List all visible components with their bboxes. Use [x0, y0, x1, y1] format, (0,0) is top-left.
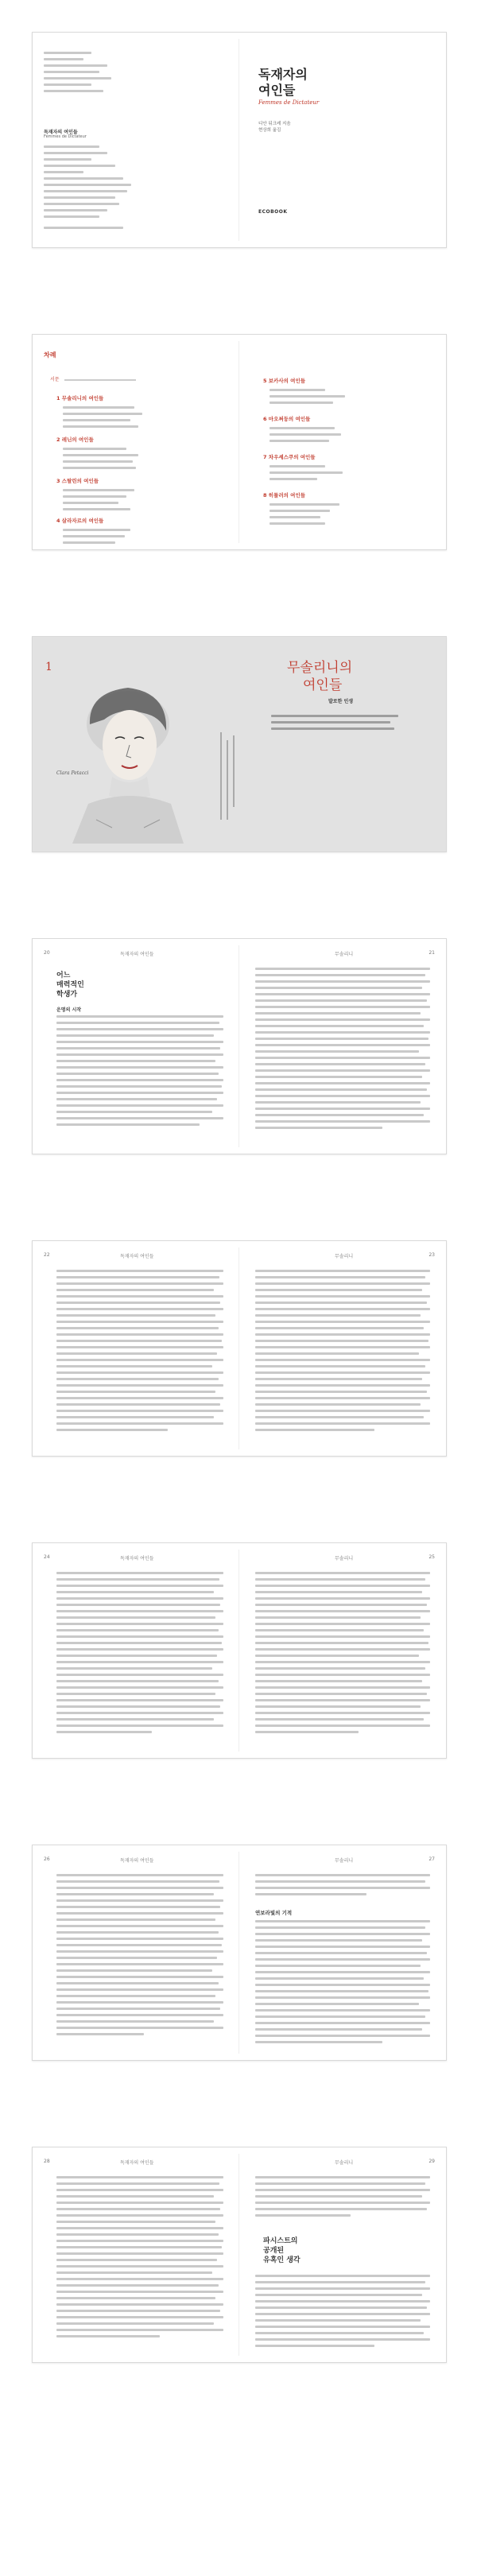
toc-chapter-2[interactable]: 2 레닌의 여인들 — [56, 436, 94, 443]
running-head-left: 독재자의 여인들 — [120, 1858, 154, 1864]
colophon-subtitle: Femmes de Dictateur — [44, 134, 87, 139]
portrait-illustration — [41, 669, 200, 844]
page-number-left: 20 — [44, 950, 50, 956]
body-text-left — [56, 1874, 223, 2039]
spread-divider — [238, 341, 239, 543]
running-head-right: 무솔리니 — [335, 952, 354, 957]
body-text-left — [56, 2176, 223, 2341]
toc-chapter-3[interactable]: 3 스탈린의 여인들 — [56, 478, 99, 484]
running-head-left: 독재자의 여인들 — [120, 1556, 154, 1562]
spread-divider — [238, 1247, 239, 1449]
spread-divider — [238, 2154, 239, 2356]
page-spread-28-29 — [32, 2147, 447, 2363]
body-text-left — [56, 1270, 223, 1435]
toc-chapter-1[interactable]: 1 무솔리니의 여인들 — [56, 395, 104, 402]
chapter-opener-spread — [32, 636, 447, 852]
toc-chapter-6-items — [270, 427, 349, 446]
translator-line: 현상희 옮김 — [258, 128, 281, 133]
spread-divider — [238, 39, 239, 241]
section-title: 파시스트의 공개된 유혹인 생각 — [263, 2237, 301, 2264]
toc-chapter-6[interactable]: 6 마오쩌둥의 여인들 — [263, 416, 311, 422]
page-number-left: 24 — [44, 1554, 50, 1560]
colophon-top-block — [44, 52, 115, 96]
chapter-epigraph — [271, 715, 398, 734]
colophon-isbn — [44, 227, 131, 233]
body-text-right — [255, 1572, 430, 1737]
body-text-right — [255, 1920, 430, 2047]
chapter-subtitle: 발로한 인생 — [328, 699, 354, 704]
chapter-number: 1 — [45, 661, 52, 673]
toc-chapter-1-items — [63, 406, 142, 432]
toc-chapter-8-items — [270, 503, 349, 529]
toc-header: 차례 — [44, 351, 56, 359]
page-number-left: 26 — [44, 1856, 50, 1862]
page-number-left: 28 — [44, 2159, 50, 2164]
running-head-left: 독재자의 여인들 — [120, 1254, 154, 1259]
book-title-line2: 여인들 — [258, 83, 296, 98]
title-page-spread — [32, 32, 447, 248]
page-number-right: 25 — [429, 1554, 435, 1560]
toc-intro: 서문 — [50, 376, 136, 384]
page-spread-22-23 — [32, 1240, 447, 1457]
page-number-right: 23 — [429, 1252, 435, 1258]
page-spread-24-25 — [32, 1542, 447, 1759]
page-number-left: 22 — [44, 1252, 50, 1258]
page-number-right: 21 — [429, 950, 435, 956]
chapter-title-line1: 무솔리니의 — [287, 660, 353, 676]
page-spread-26-27 — [32, 1845, 447, 2061]
toc-spread — [32, 334, 447, 550]
colophon-title: 독재자의 여인들 — [44, 130, 78, 135]
body-text-left — [56, 1015, 223, 1130]
book-subtitle: Femmes de Dictateur — [258, 99, 320, 106]
colophon-credits — [44, 145, 131, 222]
body-text-right-top — [255, 1874, 430, 1899]
section-subheading: 운명의 시작 — [56, 1007, 82, 1013]
page-number-right: 29 — [429, 2159, 435, 2164]
running-head-right: 무솔리니 — [335, 1858, 354, 1864]
page-spread-20-21 — [32, 938, 447, 1154]
author-line: 디안 뒤크레 지음 — [258, 122, 291, 126]
book-title-line1: 독재자의 — [258, 67, 308, 82]
running-head-left: 독재자의 여인들 — [120, 2160, 154, 2166]
running-head-right: 무솔리니 — [335, 1556, 354, 1562]
toc-chapter-8[interactable]: 8 히틀러의 여인들 — [263, 492, 306, 499]
toc-chapter-4-items — [63, 529, 142, 548]
page-number-right: 27 — [429, 1856, 435, 1862]
body-text-right — [255, 2275, 430, 2351]
spread-divider — [238, 1852, 239, 2054]
running-head-left: 독재자의 여인들 — [120, 952, 154, 957]
portrait-caption: Clara Petacci — [56, 770, 89, 776]
publisher-logo: ECOBOOK — [258, 209, 288, 215]
body-text-right — [255, 1270, 430, 1435]
toc-chapter-7-items — [270, 465, 349, 484]
toc-chapter-5-items — [270, 389, 349, 408]
toc-chapter-7[interactable]: 7 차우셰스쿠의 여인들 — [263, 454, 316, 460]
body-text-right — [255, 968, 430, 1133]
spread-divider — [238, 945, 239, 1147]
toc-chapter-5[interactable]: 5 보카사의 여인들 — [263, 378, 306, 384]
running-head-right: 무솔리니 — [335, 1254, 354, 1259]
body-text-left — [56, 1572, 223, 1737]
chapter-title-line2: 여인들 — [303, 677, 343, 693]
toc-chapter-2-items — [63, 448, 142, 473]
section-title: 어느 매력적인 학생가 — [56, 972, 84, 999]
body-text-right-top — [255, 2176, 430, 2221]
toc-chapter-4[interactable]: 4 살라자르의 여인들 — [56, 518, 104, 524]
spread-divider — [238, 1550, 239, 1752]
toc-chapter-3-items — [63, 489, 142, 514]
running-head-right: 무솔리니 — [335, 2160, 354, 2166]
vertical-quote — [215, 732, 247, 828]
section-heading: 연보라빛의 기적 — [255, 1910, 293, 1916]
